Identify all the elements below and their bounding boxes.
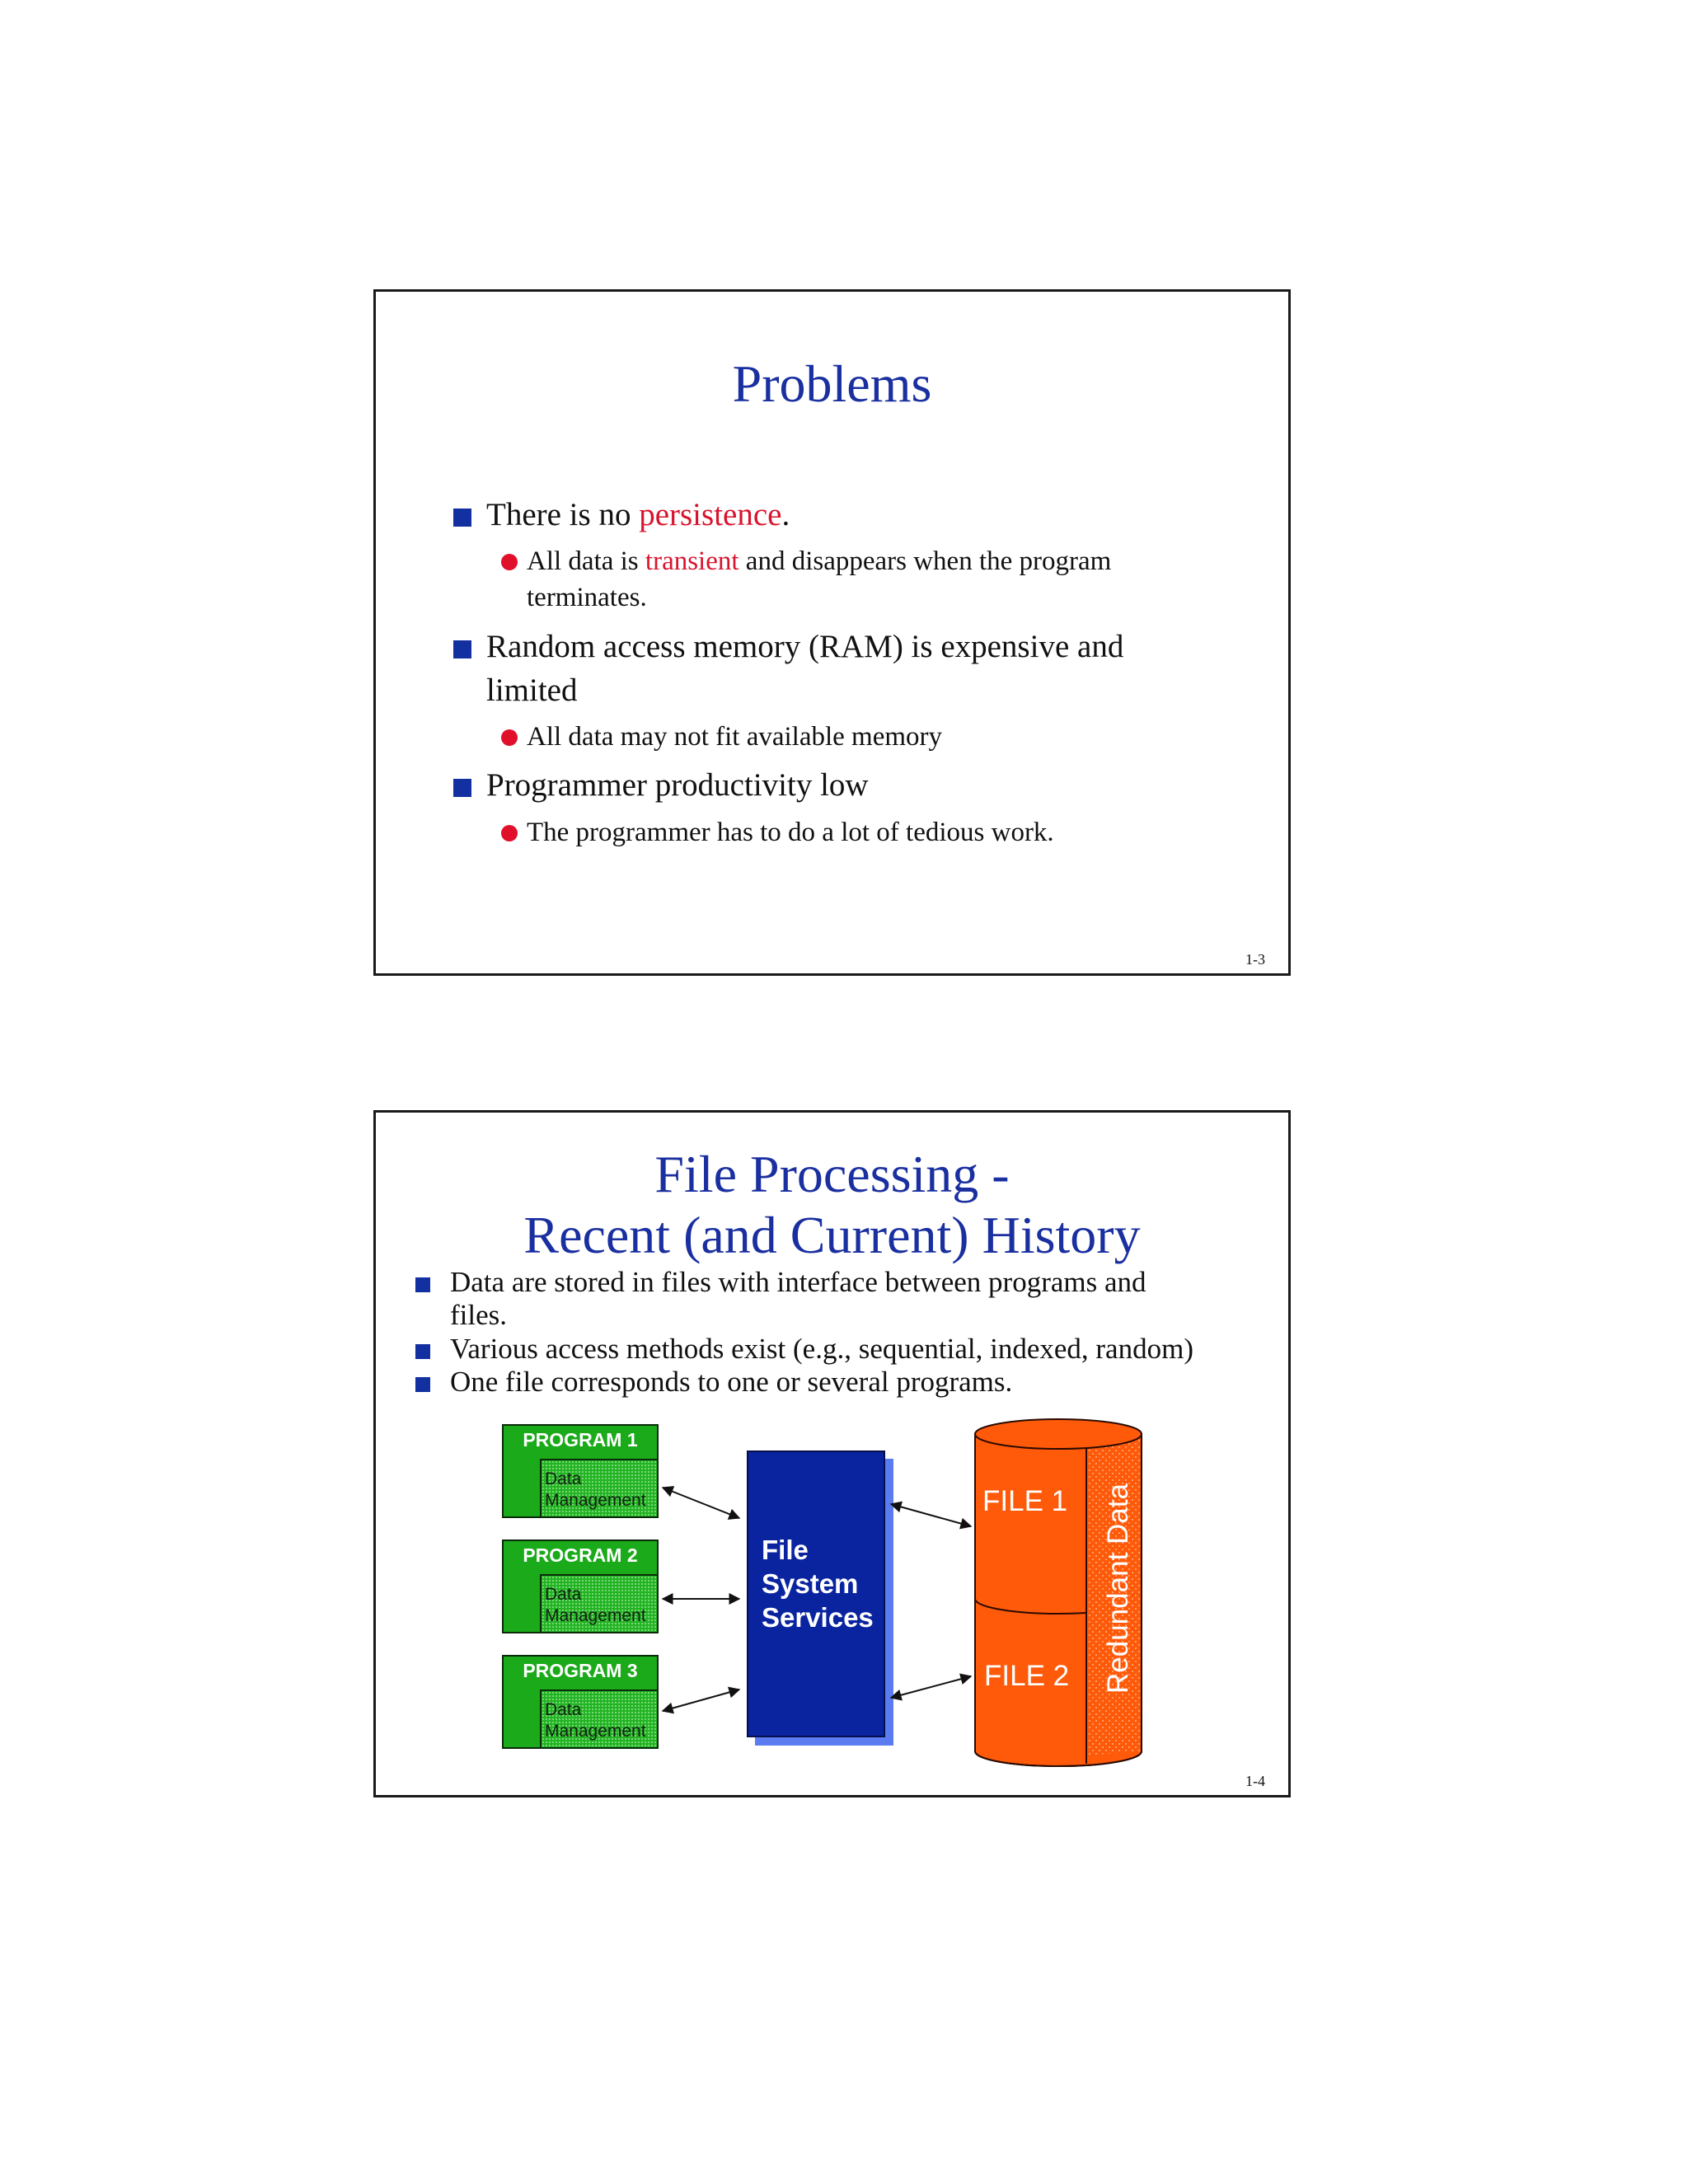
- dm-line2: Management: [545, 1491, 646, 1510]
- diagram-graphics: [376, 1113, 1288, 1795]
- sub-text-line2: terminates.: [527, 583, 647, 612]
- redundant-data-label: Redundant Data: [1102, 1483, 1134, 1694]
- cylinder-top: [975, 1419, 1142, 1449]
- file-2-label: FILE 2: [984, 1660, 1070, 1692]
- bullet-text-line1: Data are stored in files with interface between programs and: [450, 1266, 1146, 1298]
- dm-line1: Data: [545, 1469, 582, 1488]
- slide-file-processing: [373, 1110, 1291, 1797]
- slide-problems: [373, 289, 1291, 976]
- highlight-persistence: persistence: [639, 497, 782, 532]
- title-line1: File Processing -: [654, 1145, 1010, 1203]
- dm-line2: Management: [545, 1606, 646, 1625]
- file-1-label: FILE 1: [982, 1485, 1068, 1517]
- bullet-text-end: .: [781, 497, 790, 532]
- arrow-program3-fss: [663, 1690, 739, 1711]
- dm-line1: Data: [545, 1700, 582, 1719]
- page-number: 1-3: [1245, 951, 1265, 968]
- sub-bullet-transient: [527, 543, 1252, 616]
- bullet-dot-icon: [501, 554, 518, 570]
- bullet-square-icon: [453, 640, 471, 658]
- bullet-dot-icon: [501, 729, 518, 746]
- bullet-productivity: Programmer productivity low: [486, 767, 869, 803]
- sub-bullet-memory: All data may not fit available memory: [527, 722, 943, 752]
- arrow-fss-file2: [891, 1676, 971, 1698]
- fss-line3: Services: [762, 1602, 874, 1633]
- fss-line2: System: [762, 1568, 859, 1599]
- program-title: PROGRAM 1: [523, 1429, 638, 1451]
- dm-line1: Data: [545, 1585, 582, 1604]
- bullet-text-line1: Random access memory (RAM) is expensive and: [486, 629, 1124, 664]
- slide-title: Problems: [732, 354, 932, 413]
- bullet-text: There is no: [486, 497, 640, 532]
- sub-bullet-tedious: The programmer has to do a lot of tedious work.: [527, 818, 1054, 847]
- arrow-program1-fss: [663, 1488, 739, 1518]
- bullet-one-file: One file corresponds to one or several programs.: [450, 1366, 1013, 1398]
- sub-text-cont: and disappears when the program: [738, 546, 1112, 576]
- bullet-text-line2: files.: [450, 1299, 508, 1331]
- program-title: PROGRAM 2: [523, 1544, 638, 1566]
- bullet-square-icon: [453, 779, 471, 797]
- highlight-transient: transient: [645, 546, 739, 576]
- bullet-ram: [486, 625, 1228, 712]
- arrow-fss-file1: [891, 1504, 971, 1526]
- sub-text: All data is: [527, 546, 645, 576]
- fss-line1: File: [762, 1535, 809, 1565]
- bullet-dot-icon: [501, 825, 518, 841]
- bullet-access-methods: Various access methods exist (e.g., sequential, indexed, random): [450, 1333, 1193, 1365]
- bullet-square-icon: [453, 509, 471, 527]
- dm-line2: Management: [545, 1722, 646, 1741]
- program-title: PROGRAM 3: [523, 1660, 638, 1681]
- bullet-persistence: [486, 493, 790, 537]
- bullet-text-line2: limited: [486, 673, 578, 708]
- page-number: 1-4: [1245, 1773, 1265, 1789]
- title-line2: Recent (and Current) History: [523, 1206, 1141, 1264]
